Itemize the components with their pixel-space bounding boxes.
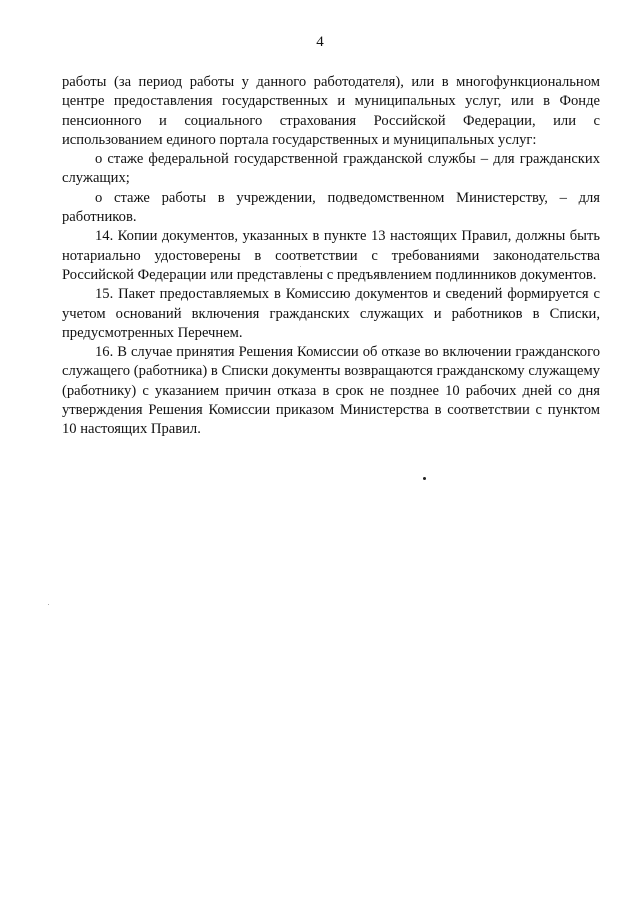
- paragraph-continuation: работы (за период работы у данного работодателя), или в многофункциональном центре предоставления государственных и муниципальных услуг, или в Фонде пенсионного и социального страхования Российской Федерации, или с использованием единого портала государственных и муниципальных услуг:: [62, 74, 600, 148]
- document-body: [62, 73, 600, 440]
- paragraph-15: 15. Пакет предоставляемых в Комиссию документов и сведений формируется с учетом оснований включения гражданских служащих и работников в Списки, предусмотренных Перечнем.: [62, 286, 600, 341]
- scan-speck: [423, 477, 426, 480]
- paragraph-civil-service-experience: о стаже федеральной государственной гражданской службы – для гражданских служащих;: [62, 151, 600, 187]
- paragraph-14: 14. Копии документов, указанных в пункте 13 настоящих Правил, должны быть нотариально удостоверены в соответствии с требованиями законодательства Российской Федерации или представлены с предъявлением подлинников документов.: [62, 228, 600, 283]
- scan-speck: [300, 266, 301, 267]
- scan-speck: [48, 604, 49, 605]
- paragraph-work-experience: о стаже работы в учреждении, подведомственном Министерству, – для работников.: [62, 189, 600, 226]
- paragraph-16: 16. В случае принятия Решения Комиссии об отказе во включении гражданского служащего (работника) в Списки документы возвращаются гражданскому служащему (работнику) с указанием причин отказа в срок не позднее 10 рабочих дней со дня утверждения Решения Комиссии приказом Министерства в соответствии с пунктом 10 настоящих Правил.: [62, 344, 600, 438]
- page-number: 4: [316, 34, 324, 50]
